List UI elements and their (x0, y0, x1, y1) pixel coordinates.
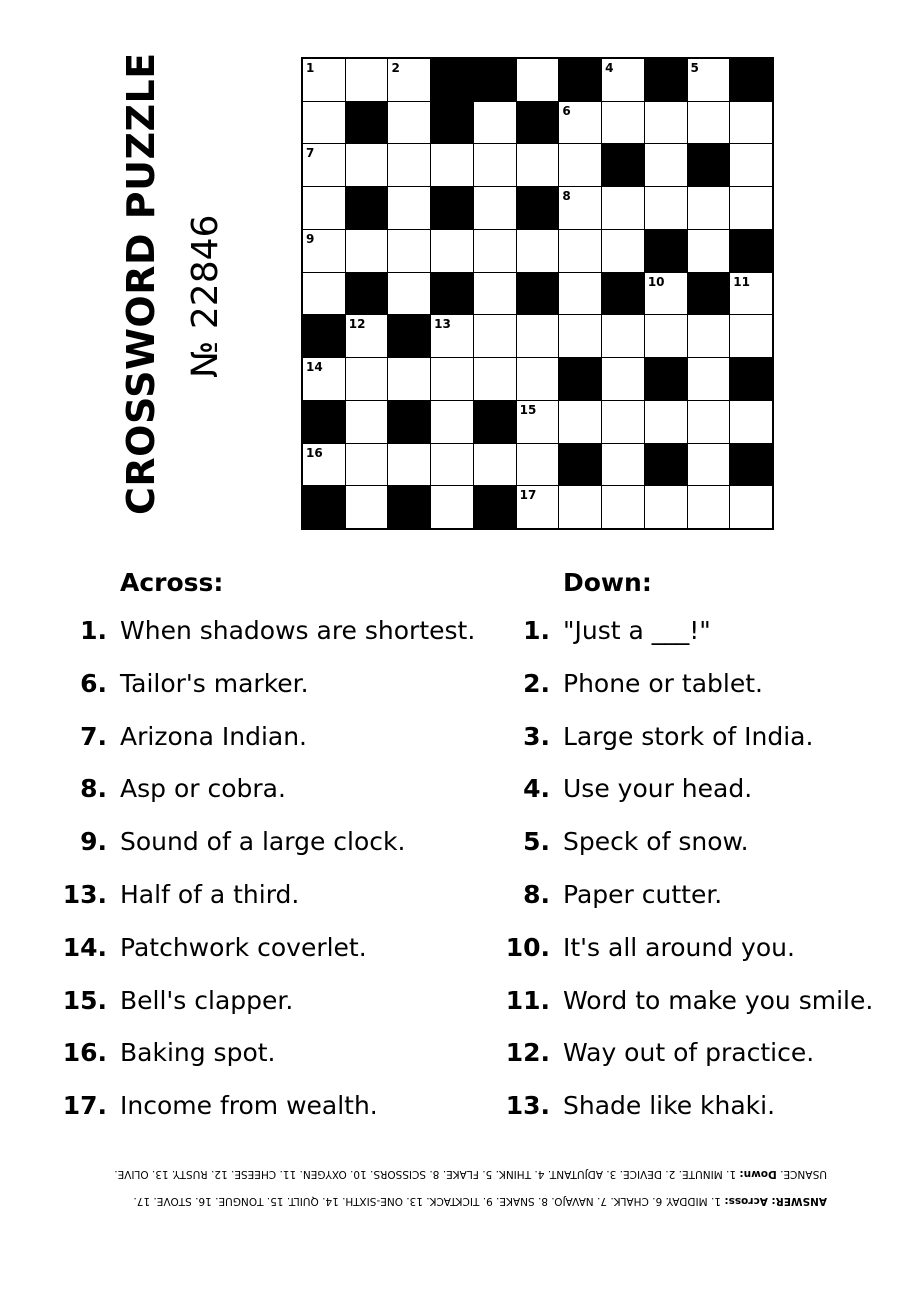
clue-number: 3 (476, 61, 486, 75)
grid-cell[interactable] (346, 486, 388, 528)
clue-label-number: 17. (62, 1091, 107, 1121)
clue-label-number: 15. (62, 985, 107, 1015)
grid-cell[interactable] (688, 401, 730, 443)
across-clue (0, 827, 520, 880)
grid-cell[interactable] (303, 273, 345, 315)
clue-label-number: 8. (523, 879, 550, 909)
black-cell (517, 102, 559, 144)
grid-cell[interactable] (303, 358, 345, 400)
grid-cell[interactable] (388, 273, 430, 315)
grid-cell[interactable] (688, 444, 730, 486)
clue-label-number: 11. (505, 985, 550, 1015)
black-cell (303, 401, 345, 443)
grid-cell[interactable] (602, 486, 644, 528)
clue-label-number: 4. (523, 774, 550, 804)
black-cell (645, 59, 687, 101)
clue-text: Tailor's marker. (120, 668, 309, 698)
grid-cell[interactable] (688, 486, 730, 528)
grid-cell[interactable] (559, 102, 601, 144)
grid-cell[interactable] (559, 187, 601, 229)
grid-cell[interactable] (303, 59, 345, 101)
clue-number: 13 (434, 317, 451, 332)
grid-cell[interactable] (431, 444, 473, 486)
grid-cell[interactable] (346, 315, 388, 357)
clue-text: "Just a ___!" (563, 616, 711, 645)
clue-text: Half of a third. (120, 879, 300, 909)
clue-text: Asp or cobra. (120, 774, 286, 804)
black-cell (517, 187, 559, 229)
across-clue-list (0, 616, 520, 1144)
clue-text: Arizona Indian. (120, 721, 307, 751)
grid-cell[interactable] (645, 486, 687, 528)
across-heading: Across: (120, 568, 224, 597)
grid-cell[interactable] (688, 358, 730, 400)
grid-cell[interactable] (431, 486, 473, 528)
grid-cell[interactable] (730, 273, 772, 315)
clue-number: 14 (306, 360, 323, 375)
down-clue (480, 1038, 919, 1091)
grid-cell[interactable] (688, 230, 730, 272)
black-cell (474, 401, 516, 443)
black-cell (602, 273, 644, 315)
black-cell (346, 187, 388, 229)
clue-number: 5 (690, 61, 699, 75)
clue-text: Phone or tablet. (563, 668, 763, 698)
grid-cell[interactable] (517, 486, 559, 528)
black-cell (431, 102, 473, 144)
grid-cell[interactable] (559, 230, 601, 272)
grid-cell[interactable] (559, 315, 601, 357)
black-cell (730, 59, 772, 101)
grid-cell[interactable] (602, 230, 644, 272)
down-clue (480, 616, 919, 669)
grid-cell[interactable] (645, 102, 687, 144)
grid-cell[interactable] (303, 144, 345, 186)
clue-number: 9 (306, 231, 315, 246)
down-clue (480, 986, 919, 1039)
clue-text: Bell's clapper. (120, 985, 294, 1015)
grid-cell[interactable] (303, 444, 345, 486)
grid-cell[interactable] (602, 315, 644, 357)
grid-cell[interactable] (388, 144, 430, 186)
crossword-grid (301, 57, 774, 530)
clue-text: Patchwork coverlet. (120, 932, 367, 962)
down-clue (480, 1091, 919, 1144)
clue-label-number: 13. (62, 879, 107, 909)
black-cell (517, 273, 559, 315)
down-clue (480, 880, 919, 933)
grid-cell[interactable] (688, 187, 730, 229)
grid-cell[interactable] (431, 315, 473, 357)
grid-cell[interactable] (559, 401, 601, 443)
black-cell (688, 144, 730, 186)
grid-cell[interactable] (388, 358, 430, 400)
clue-label-number: 10. (505, 932, 550, 962)
grid-cell[interactable] (431, 230, 473, 272)
down-heading: Down: (563, 568, 652, 597)
clue-label-number: 6. (80, 668, 107, 698)
grid-cell[interactable] (730, 486, 772, 528)
clue-label-number: 9. (80, 827, 107, 857)
grid-cell[interactable] (431, 358, 473, 400)
answer-key (92, 1160, 827, 1214)
black-cell (303, 486, 345, 528)
down-clue-list (480, 616, 919, 1144)
clue-number: 8 (562, 189, 571, 204)
clue-text: It's all around you. (563, 932, 795, 962)
black-cell (645, 444, 687, 486)
grid-cell[interactable] (474, 102, 516, 144)
down-clue (480, 933, 919, 986)
black-cell (388, 315, 430, 357)
clue-text: Word to make you smile. (563, 985, 874, 1015)
grid-cell[interactable] (602, 187, 644, 229)
black-cell (346, 273, 388, 315)
grid-cell[interactable] (517, 144, 559, 186)
grid-cell[interactable] (517, 444, 559, 486)
clue-label-number: 1. (523, 616, 550, 645)
clue-label-number: 2. (523, 668, 550, 698)
black-cell (730, 444, 772, 486)
grid-cell[interactable] (559, 486, 601, 528)
grid-cell[interactable] (346, 444, 388, 486)
across-clue (0, 1091, 520, 1144)
clue-text: Shade like khaki. (563, 1091, 776, 1121)
grid-cell[interactable] (730, 401, 772, 443)
black-cell (431, 187, 473, 229)
grid-cell[interactable] (303, 102, 345, 144)
grid-cell[interactable] (602, 102, 644, 144)
grid-cell[interactable] (688, 102, 730, 144)
black-cell (474, 486, 516, 528)
grid-cell[interactable] (730, 144, 772, 186)
down-clue (480, 827, 919, 880)
grid-cell[interactable] (431, 144, 473, 186)
grid-cell[interactable] (346, 230, 388, 272)
grid-cell[interactable] (346, 358, 388, 400)
clue-number: 17 (519, 488, 537, 503)
clue-label-number: 12. (505, 1038, 550, 1068)
clue-number: 4 (605, 61, 614, 75)
down-clue (480, 774, 919, 827)
grid-cell[interactable] (431, 401, 473, 443)
black-cell (559, 444, 601, 486)
across-clue (0, 986, 520, 1039)
grid-cell[interactable] (474, 315, 516, 357)
black-cell (474, 59, 516, 101)
grid-cell[interactable] (645, 144, 687, 186)
clue-label-number: 3. (523, 721, 550, 751)
answer-across-text: 1. MIDDAY. 6. CHALK. 7. NAVAJO. 8. SNAKE. 9. TICKTACK. 13. ONE-SIXTH. 14. QUILT. 15. TONGUE. 16. STOVE. 17. USANCE. (133, 1168, 827, 1207)
grid-cell[interactable] (474, 444, 516, 486)
puzzle-number: № 22846 (185, 214, 226, 378)
answer-down-text: 1. MINUTE. 2. DEVICE. 3. ADJUTANT. 4. THINK. 5. FLAKE. 8. SCISSORS. 10. OXYGEN. 11. CHEESE. 12. RUSTY. 13. OLIVE. (114, 1168, 737, 1180)
grid-cell[interactable] (388, 102, 430, 144)
grid-cell[interactable] (474, 358, 516, 400)
black-cell (559, 59, 601, 101)
across-clue (0, 616, 520, 669)
grid-cell[interactable] (388, 230, 430, 272)
grid-cell[interactable] (645, 401, 687, 443)
black-cell (559, 358, 601, 400)
grid-cell[interactable] (388, 444, 430, 486)
grid-cell[interactable] (346, 401, 388, 443)
grid-cell[interactable] (303, 230, 345, 272)
across-clue (0, 722, 520, 775)
answer-label: ANSWER: Across: (724, 1195, 827, 1207)
grid-cell[interactable] (388, 187, 430, 229)
grid-cell[interactable] (388, 59, 430, 101)
black-cell (688, 273, 730, 315)
grid-cell[interactable] (346, 59, 388, 101)
grid-cell[interactable] (474, 187, 516, 229)
clue-number: 15 (519, 402, 537, 417)
clue-text: Sound of a large clock. (120, 827, 406, 857)
grid-cell[interactable] (474, 230, 516, 272)
grid-cell[interactable] (303, 187, 345, 229)
black-cell (346, 102, 388, 144)
black-cell (645, 358, 687, 400)
grid-cell[interactable] (517, 358, 559, 400)
black-cell (431, 273, 473, 315)
grid-cell[interactable] (517, 59, 559, 101)
grid-cell[interactable] (730, 187, 772, 229)
clue-number: 2 (391, 61, 400, 75)
clue-number: 1 (306, 61, 315, 75)
black-cell (602, 144, 644, 186)
grid-cell[interactable] (602, 401, 644, 443)
clue-text: Large stork of India. (563, 721, 814, 751)
black-cell (730, 358, 772, 400)
grid-cell[interactable] (517, 230, 559, 272)
clue-text: Paper cutter. (563, 879, 723, 909)
grid-cell[interactable] (645, 187, 687, 229)
clue-label-number: 1. (80, 616, 107, 645)
grid-cell[interactable] (602, 358, 644, 400)
black-cell (431, 59, 473, 101)
down-clue (480, 722, 919, 775)
clue-text: Way out of practice. (563, 1038, 815, 1068)
black-cell (388, 486, 430, 528)
clue-text: Baking spot. (120, 1038, 276, 1068)
clue-text: Use your head. (563, 774, 753, 804)
clue-label-number: 7. (80, 721, 107, 751)
clue-number: 16 (306, 445, 323, 460)
across-clue (0, 880, 520, 933)
grid-cell[interactable] (602, 59, 644, 101)
grid-cell[interactable] (645, 315, 687, 357)
grid-cell[interactable] (517, 401, 559, 443)
black-cell (303, 315, 345, 357)
grid-cell[interactable] (474, 273, 516, 315)
grid-cell[interactable] (688, 315, 730, 357)
clue-number: 11 (733, 274, 750, 289)
grid-cell[interactable] (602, 444, 644, 486)
grid-cell[interactable] (730, 102, 772, 144)
clue-label-number: 16. (62, 1038, 107, 1068)
grid-cell[interactable] (645, 273, 687, 315)
clue-text: Income from wealth. (120, 1091, 378, 1121)
grid-cell[interactable] (474, 144, 516, 186)
grid-cell[interactable] (517, 315, 559, 357)
clue-number: 12 (348, 317, 366, 332)
clue-label-number: 13. (505, 1091, 550, 1121)
grid-cell[interactable] (559, 273, 601, 315)
clue-label-number: 14. (62, 932, 107, 962)
grid-cell[interactable] (730, 315, 772, 357)
across-clue (0, 933, 520, 986)
answer-down-label: Down: (739, 1168, 777, 1180)
black-cell (388, 401, 430, 443)
black-cell (730, 230, 772, 272)
across-clue (0, 774, 520, 827)
grid-cell[interactable] (688, 59, 730, 101)
grid-cell[interactable] (346, 144, 388, 186)
clue-number: 6 (562, 103, 571, 118)
puzzle-title: CROSSWORD PUZZLE (119, 52, 163, 515)
clue-number: 7 (306, 146, 315, 161)
grid-cell[interactable] (559, 144, 601, 186)
down-clue (480, 669, 919, 722)
clue-label-number: 8. (80, 774, 107, 804)
clue-number: 10 (647, 274, 665, 289)
clue-text: Speck of snow. (563, 827, 749, 857)
across-clue (0, 1038, 520, 1091)
black-cell (645, 230, 687, 272)
clue-text: When shadows are shortest. (120, 616, 476, 645)
across-clue (0, 669, 520, 722)
clue-label-number: 5. (523, 827, 550, 857)
